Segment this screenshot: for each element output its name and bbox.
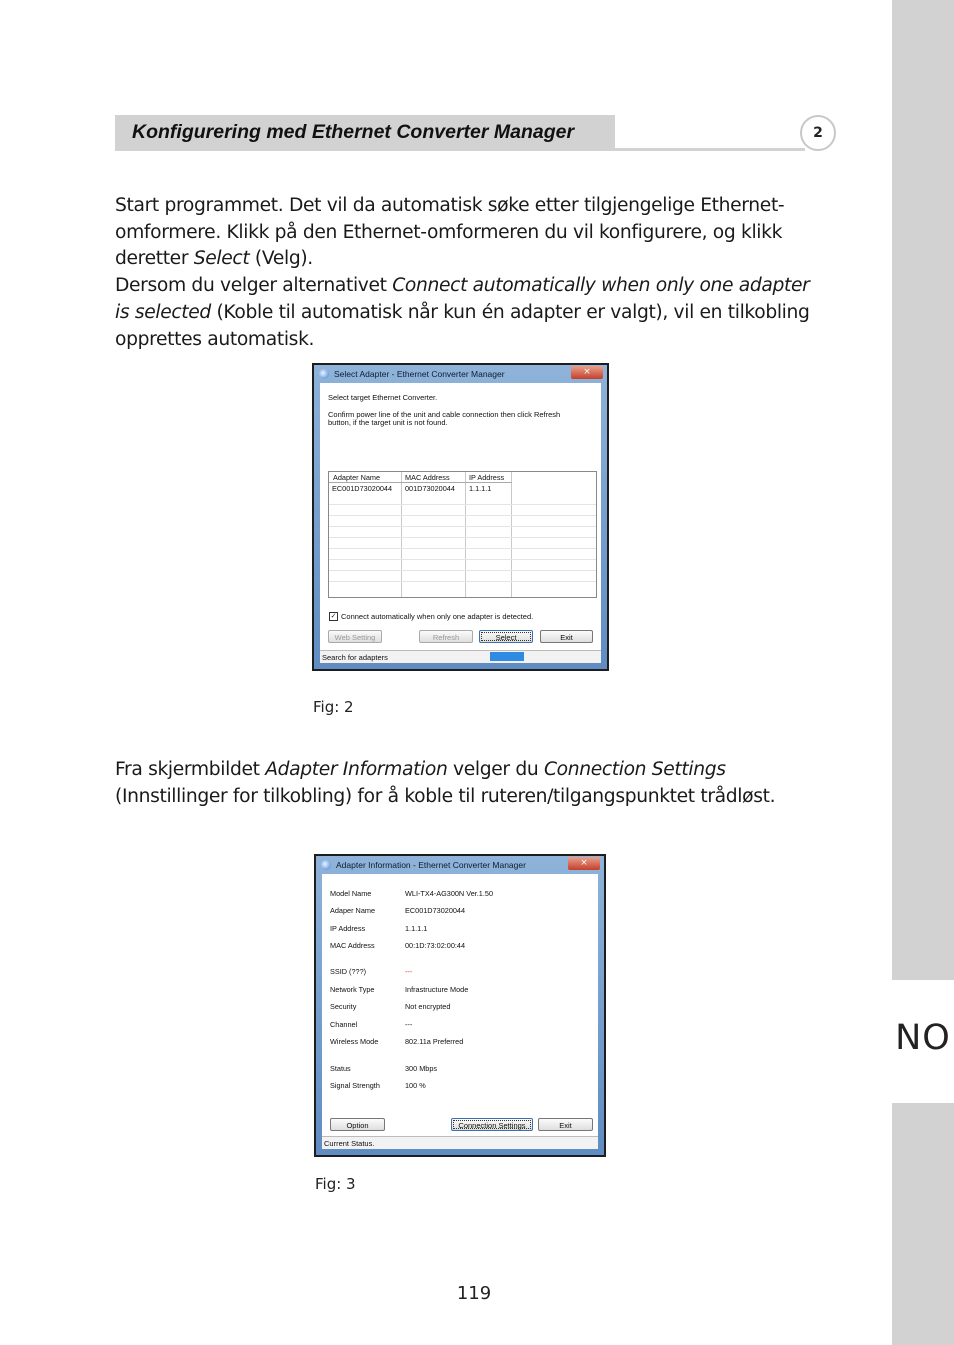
row-divider bbox=[329, 526, 596, 527]
channel-label: Channel bbox=[330, 1020, 358, 1029]
status-text: Current Status. bbox=[324, 1139, 375, 1148]
text-line: Fra skjermbildet Adapter Information velger du Connection Settings bbox=[115, 759, 726, 780]
column-header-mac-address[interactable]: MAC Address bbox=[405, 473, 450, 482]
select-button[interactable]: Select bbox=[479, 630, 533, 643]
status-bar bbox=[320, 650, 601, 663]
model-name-label: Model Name bbox=[330, 889, 372, 898]
page-number: 119 bbox=[456, 1283, 492, 1304]
window-title: Select Adapter - Ethernet Converter Manager bbox=[334, 369, 505, 379]
row-divider bbox=[329, 559, 596, 560]
status-label: Status bbox=[330, 1064, 351, 1073]
refresh-button[interactable]: Refresh bbox=[419, 630, 473, 643]
column-header-ip-address[interactable]: IP Address bbox=[469, 473, 505, 482]
chapter-number-badge: 2 bbox=[800, 115, 836, 151]
emphasis-select: Select bbox=[193, 248, 250, 270]
row-divider bbox=[329, 504, 596, 505]
emphasis-connection-settings: Connection Settings bbox=[543, 759, 726, 780]
adapter-info-paragraph bbox=[115, 757, 830, 810]
network-type-label: Network Type bbox=[330, 985, 375, 994]
ssid-label: SSID (???) bbox=[330, 967, 367, 976]
window-title: Adapter Information - Ethernet Converter Manager bbox=[336, 860, 526, 870]
mac-address-value: 00:1D:73:02:00:44 bbox=[405, 941, 466, 950]
list-header bbox=[329, 472, 512, 483]
signal-strength-value: 100 % bbox=[405, 1081, 426, 1090]
adapter-name-value: EC001D73020044 bbox=[405, 906, 466, 915]
ssid-value: --- bbox=[405, 967, 413, 976]
text-line: (Innstillinger for tilkobling) for å koble til ruteren/tilgangspunktet trådløst. bbox=[115, 785, 776, 807]
channel-value: --- bbox=[405, 1020, 413, 1029]
search-progress-bar bbox=[490, 652, 524, 661]
wireless-mode-label: Wireless Mode bbox=[330, 1037, 379, 1046]
network-type-value: Infrastructure Mode bbox=[405, 985, 469, 994]
ip-address-cell: 1.1.1.1 bbox=[469, 484, 492, 493]
status-text: Search for adapters bbox=[322, 653, 388, 662]
text-line: Start programmet. Det vil da automatisk søke etter tilgjengelige Ethernet- bbox=[115, 195, 785, 216]
window-client-area bbox=[320, 383, 601, 663]
text-line: opprettes automatisk. bbox=[115, 328, 315, 350]
exit-button[interactable]: Exit bbox=[540, 630, 593, 643]
window-titlebar bbox=[316, 856, 604, 874]
adapter-information-window bbox=[314, 854, 606, 1157]
mac-address-label: MAC Address bbox=[330, 941, 375, 950]
row-divider bbox=[329, 570, 596, 571]
adapter-name-cell: EC001D73020044 bbox=[332, 484, 393, 493]
side-tab-strip-bottom bbox=[892, 1103, 954, 1345]
window-client-area bbox=[322, 874, 598, 1149]
text-line: is selected (Koble til automatisk når kun én adapter er valgt), vil en tilkobling bbox=[115, 301, 810, 323]
status-value: 300 Mbps bbox=[405, 1064, 438, 1073]
emphasis-connect-option: Connect automatically when only one adapter bbox=[392, 275, 810, 297]
app-icon bbox=[319, 369, 329, 379]
web-setting-button[interactable]: Web Setting bbox=[328, 630, 382, 643]
adapter-name-label: Adaper Name bbox=[330, 906, 376, 915]
select-heading: Select target Ethernet Converter. bbox=[328, 393, 438, 402]
figure-caption: Fig: 3 bbox=[315, 1175, 356, 1193]
ip-address-value: 1.1.1.1 bbox=[405, 924, 428, 933]
section-title: Konfigurering med Ethernet Converter Manager bbox=[132, 121, 575, 143]
exit-button[interactable]: Exit bbox=[538, 1118, 593, 1131]
signal-strength-label: Signal Strength bbox=[330, 1081, 380, 1090]
app-icon bbox=[321, 860, 331, 870]
auto-connect-label: Connect automatically when only one adapter is detected. bbox=[341, 612, 534, 621]
status-bar bbox=[322, 1136, 598, 1149]
section-heading-rule bbox=[615, 148, 805, 151]
language-tab: NO bbox=[895, 1018, 951, 1058]
wireless-mode-value: 802.11a Preferred bbox=[405, 1037, 464, 1046]
model-name-value: WLI-TX4-AG300N Ver.1.50 bbox=[405, 889, 494, 898]
text-line: deretter Select (Velg). bbox=[115, 248, 313, 270]
column-header-adapter-name[interactable]: Adapter Name bbox=[333, 473, 381, 482]
select-adapter-window bbox=[312, 363, 609, 671]
mac-address-cell: 001D73020044 bbox=[405, 484, 455, 493]
window-titlebar bbox=[314, 365, 607, 383]
close-icon[interactable]: × bbox=[568, 857, 600, 870]
row-divider bbox=[329, 581, 596, 582]
instruction-text: button, if the target unit is not found. bbox=[328, 418, 448, 427]
side-tab-strip-top bbox=[892, 0, 954, 980]
adapter-list[interactable] bbox=[328, 471, 597, 598]
row-divider bbox=[329, 515, 596, 516]
auto-connect-checkbox[interactable]: ✓ bbox=[330, 612, 337, 620]
emphasis-adapter-information: Adapter Information bbox=[265, 759, 448, 780]
intro-paragraph bbox=[115, 193, 830, 353]
list-item[interactable] bbox=[329, 483, 512, 493]
row-divider bbox=[329, 537, 596, 538]
option-button[interactable]: Option bbox=[330, 1118, 385, 1131]
ip-address-label: IP Address bbox=[330, 924, 366, 933]
text-line: omformere. Klikk på den Ethernet-omformeren du vil konfigurere, og klikk bbox=[115, 221, 783, 243]
emphasis-connect-option-cont: is selected bbox=[115, 301, 211, 323]
security-value: Not encrypted bbox=[405, 1002, 451, 1011]
instruction-text: Confirm power line of the unit and cable connection then click Refresh bbox=[328, 410, 561, 419]
figure-caption: Fig: 2 bbox=[313, 698, 354, 716]
row-divider bbox=[329, 548, 596, 549]
connection-settings-button[interactable]: Connection Settings bbox=[451, 1118, 533, 1131]
security-label: Security bbox=[330, 1002, 357, 1011]
close-icon[interactable]: × bbox=[571, 366, 603, 379]
text-line: Dersom du velger alternativet Connect automatically when only one adapter bbox=[115, 275, 810, 297]
